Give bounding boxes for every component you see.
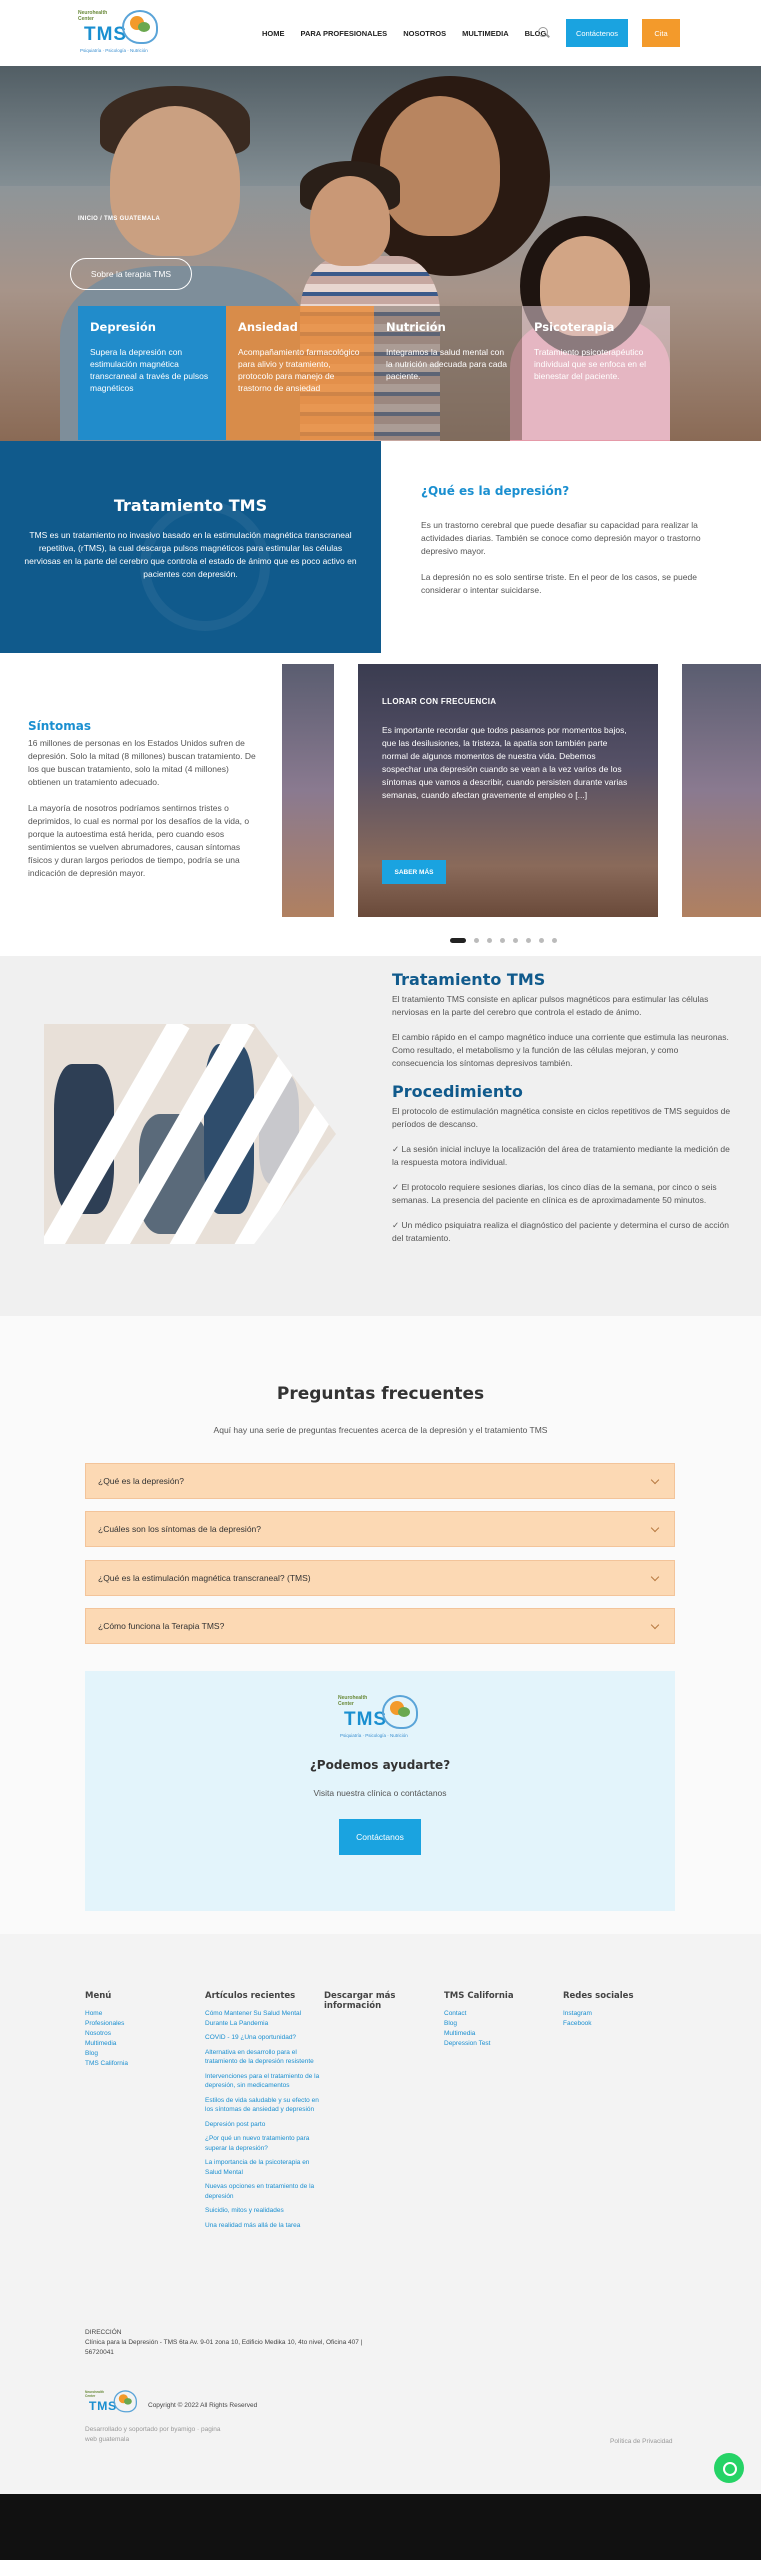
- footer-social: [563, 1991, 634, 2029]
- footer-article-link[interactable]: Intervenciones para el tratamiento de la depresión, sin medicamentos: [205, 2072, 320, 2089]
- card-title: Ansiedad: [238, 320, 298, 334]
- help-logo: [338, 1693, 428, 1743]
- card-depresion[interactable]: [78, 306, 226, 440]
- help-title: ¿Podemos ayudarte?: [309, 1758, 451, 1772]
- footer-article-link[interactable]: La importancia de la psicoterapia en Salud Mental: [205, 2159, 310, 2176]
- hero-photo-shape: [380, 96, 500, 236]
- footer-article-link[interactable]: Depresión post parto: [205, 2120, 266, 2128]
- procedimiento-text: [392, 970, 732, 1257]
- logo-subtitle: Psiquiatría · Psicología · Nutrición: [340, 1733, 408, 1738]
- logo-top-text: Neurohealth Center: [78, 10, 108, 22]
- carousel-dots: [450, 938, 557, 943]
- hero-photo-shape: [110, 106, 240, 256]
- footer-logo[interactable]: [85, 2389, 124, 2414]
- procedimiento-paragraph: ✓ Un médico psiquiatra realiza el diagnóstico del paciente y determina el curso de acción del tratamiento.: [392, 1220, 729, 1243]
- site-footer: [0, 1934, 761, 2494]
- carousel-dot[interactable]: [450, 938, 466, 943]
- tms-paragraph: El cambio rápido en el campo magnético induce una corriente que estimula las neuronas. Como resultado, el metabolismo y la función de las células mejoran, y como consecuencia los síntomas depresivos también.: [392, 1032, 729, 1068]
- site-header: [0, 0, 761, 66]
- footer-article-link[interactable]: Estilos de vida saludable y su efecto en los síntomas de ansiedad y depresión: [205, 2096, 319, 2113]
- footer-california: [444, 1991, 514, 2049]
- sintomas-paragraph: La mayoría de nosotros podríamos sentirnos tristes o deprimidos, lo cual es normal por los desafíos de la vida, o porque la autoestima está herida, pero cuando esos sentimientos se vuelven abrumadores, causan síntomas físicos y duran largos periodos de tiempo, podría se una indicación de depresión mayor.: [28, 803, 250, 878]
- logo-tms-text: TMS: [344, 1709, 388, 1730]
- procedimiento-paragraph: ✓ El protocolo requiere sesiones diarias, los cinco días de la semana, por cinco o seis semanas. La presencia del paciente en clínica es de aproximadamente 50 minutos.: [392, 1182, 717, 1205]
- footer-col-title: Menú: [85, 1991, 112, 2001]
- carousel-prev-slide[interactable]: [282, 664, 334, 917]
- bottom-bar: [0, 2494, 761, 2560]
- faq-item[interactable]: [85, 1463, 675, 1499]
- footer-link[interactable]: Blog: [444, 2020, 458, 2027]
- footer-link[interactable]: Blog: [85, 2050, 99, 2057]
- footer-article-link[interactable]: Nuevas opciones en tratamiento de la depresión: [205, 2183, 315, 2200]
- faq-item[interactable]: [85, 1511, 675, 1547]
- footer-article-link[interactable]: Alternativa en desarrollo para el tratamiento de la depresión resistente: [205, 2048, 314, 2065]
- carousel-dot[interactable]: [526, 938, 531, 943]
- footer-menu: [85, 1991, 128, 2069]
- sintomas-section: [0, 653, 761, 956]
- faq-question: ¿Qué es la depresión?: [98, 1476, 184, 1486]
- whatsapp-icon[interactable]: [714, 2453, 744, 2483]
- contactanos-button[interactable]: Contáctanos: [339, 1819, 421, 1855]
- footer-col-title: Redes sociales: [563, 1991, 634, 2001]
- tratamiento-title: Tratamiento TMS: [113, 496, 268, 515]
- main-nav: [262, 29, 562, 38]
- card-text: Supera la depresión con estimulación magnética transcraneal a través de pulsos magnéticos: [90, 347, 209, 393]
- logo-subtitle: Psiquiatría · Psicología · Nutrición: [80, 48, 148, 53]
- logo-tms-text: TMS: [88, 2399, 117, 2414]
- card-title: Nutrición: [386, 320, 446, 334]
- logo-top-text: Neurohealth Center: [338, 1695, 368, 1707]
- nav-home[interactable]: HOME: [262, 29, 285, 38]
- nav-multimedia[interactable]: MULTIMEDIA: [462, 29, 509, 38]
- footer-link[interactable]: Profesionales: [85, 2020, 125, 2027]
- brain-head-icon: [382, 1695, 418, 1729]
- chevron-down-icon: [651, 1476, 659, 1484]
- footer-col-title[interactable]: Descargar más información: [324, 1991, 396, 2011]
- breadcrumb[interactable]: INICIO / TMS GUATEMALA: [78, 216, 161, 222]
- procedimiento-paragraph: ✓ La sesión inicial incluye la localización del área de tratamiento mediante la medición de la respuesta motora individual.: [392, 1144, 730, 1167]
- footer-link[interactable]: Depression Test: [444, 2040, 491, 2047]
- tratamiento-panel: [0, 441, 381, 653]
- footer-article-link[interactable]: Cómo Mantener Su Salud Mental Durante La Pandemia: [205, 2010, 302, 2027]
- faq-title: Preguntas frecuentes: [276, 1384, 485, 1404]
- faq-item[interactable]: [85, 1608, 675, 1644]
- carousel-dot[interactable]: [552, 938, 557, 943]
- sintomas-paragraph: 16 millones de personas en los Estados Unidos sufren de depresión. Solo la mitad (8 millones) buscan tratamiento. De los que buscan tratamiento, solo la mitad (4 millones) obtienen un tratamiento adecuado.: [28, 738, 256, 787]
- carousel-next-slide[interactable]: [682, 664, 761, 917]
- copyright: Copyright © 2022 All Rights Reserved: [148, 2402, 258, 2409]
- carousel-dot[interactable]: [474, 938, 479, 943]
- footer-link[interactable]: Multimedia: [444, 2030, 476, 2037]
- carousel-dot[interactable]: [487, 938, 492, 943]
- faq-item[interactable]: [85, 1560, 675, 1596]
- footer-article-link[interactable]: COVID - 19 ¿Una oportunidad?: [205, 2034, 297, 2041]
- help-box: [85, 1671, 675, 1911]
- help-text: Visita nuestra clínica o contáctanos: [313, 1788, 447, 1798]
- tms-paragraph: El tratamiento TMS consiste en aplicar pulsos magnéticos para estimular las células nerviosas en la parte del cerebro que controla el estado de ánimo.: [392, 994, 709, 1017]
- depresion-panel: [381, 441, 761, 653]
- contact-button[interactable]: Contáctenos: [566, 19, 628, 47]
- footer-article-link[interactable]: ¿Por qué un nuevo tratamiento para superar la depresión?: [205, 2135, 310, 2152]
- carousel-dot[interactable]: [500, 938, 505, 943]
- card-psicoterapia[interactable]: [522, 306, 670, 440]
- slide-text: Es importante recordar que todos pasamos por momentos bajos, que las desilusiones, la tristeza, la apatía son también parte normal de algunos momentos de nuestra vida. Debemos sospechar una depresión cuando se vean a la vez varios de los síntomas que vamos a describir, cuando persisten durante varias semanas, cuando afectan gravemente el empleo o [...]: [382, 725, 628, 800]
- procedimiento-title: Procedimiento: [392, 1082, 523, 1101]
- chevron-down-icon: [651, 1621, 659, 1629]
- brain-head-icon: [114, 2390, 137, 2412]
- faq-question: ¿Cuáles son los síntomas de la depresión?: [98, 1524, 262, 1534]
- card-title: Depresión: [90, 320, 156, 334]
- about-therapy-button[interactable]: Sobre la terapia TMS: [70, 258, 192, 290]
- carousel-dot[interactable]: [513, 938, 518, 943]
- carousel-slide: [358, 664, 658, 917]
- faq-subtitle: Aquí hay una serie de preguntas frecuentes acerca de la depresión y el tratamiento TMS: [213, 1425, 548, 1435]
- footer-link[interactable]: Contact: [444, 2010, 467, 2017]
- footer-articles: [205, 1991, 320, 2235]
- footer-link[interactable]: Multimedia: [85, 2040, 117, 2047]
- footer-link[interactable]: Nosotros: [85, 2030, 112, 2037]
- depresion-text: Es un trastorno cerebral que puede desafiar su capacidad para realizar la actividades diarias. También se conoce como depresión mayor o trastorno depresivo mayor.: [421, 520, 701, 556]
- sintomas-text-block: [28, 719, 258, 893]
- tratamiento-text: TMS es un tratamiento no invasivo basado en la estimulación magnética transcraneal repetitiva, (rTMS), la cual descarga pulsos magnéticos para estimular las células nerviosas en la parte del cerebro que controla el estado de ánimo que es poco activo en pacientes con depresión.: [24, 530, 357, 579]
- developer-credit[interactable]: Desarrollado y soportado por byamigo · pagina web guatemala: [85, 2426, 221, 2443]
- card-ansiedad[interactable]: [226, 306, 374, 440]
- card-text: Acompañamiento farmacológico para alivio y tratamiento, protocolo para manejo de trastorno de ansiedad: [238, 347, 360, 393]
- depresion-text: La depresión no es solo sentirse triste. En el peor de los casos, se puede considerar o intentar suicidarse.: [421, 572, 697, 595]
- address-label: DIRECCIÓN: [85, 2329, 122, 2336]
- nav-profesionales[interactable]: PARA PROFESIONALES: [300, 29, 388, 38]
- faq-question: ¿Qué es la estimulación magnética transcraneal? (TMS): [98, 1573, 311, 1583]
- logo-tms-text: TMS: [84, 24, 128, 45]
- instagram-link[interactable]: Instagram: [563, 2010, 592, 2017]
- card-nutricion[interactable]: [374, 306, 522, 440]
- saber-mas-button[interactable]: SABER MÁS: [382, 860, 446, 884]
- card-text: Tratamiento psicoterapéutico individual que se enfoca en el bienestar del paciente.: [534, 347, 646, 381]
- depresion-title: ¿Qué es la depresión?: [421, 484, 570, 498]
- faq-question: ¿Cómo funciona la Terapia TMS?: [98, 1621, 225, 1631]
- footer-link[interactable]: TMS California: [85, 2060, 128, 2067]
- nav-nosotros[interactable]: NOSOTROS: [403, 29, 447, 38]
- card-title: Psicoterapia: [534, 320, 615, 334]
- hero-photo-shape: [310, 176, 390, 266]
- carousel-dot[interactable]: [539, 938, 544, 943]
- address-text: Clínica para la Depresión - TMS 6ta Av. 9-01 zona 10, Edificio Medika 10, 4to nivel, Oficina 407 | 56720041: [85, 2339, 363, 2356]
- nav-blog[interactable]: BLOG: [524, 29, 547, 38]
- footer-download: [324, 1991, 404, 2019]
- footer-article-link[interactable]: Suicidio, mitos y realidades: [205, 2207, 284, 2214]
- privacy-link[interactable]: Política de Privacidad: [610, 2438, 673, 2445]
- cita-button[interactable]: Cita: [642, 19, 680, 47]
- tms-title: Tratamiento TMS: [392, 970, 546, 989]
- site-logo[interactable]: [78, 8, 162, 58]
- footer-link[interactable]: Home: [85, 2010, 103, 2017]
- service-cards: [78, 306, 670, 440]
- slide-title: LLORAR CON FRECUENCIA: [382, 697, 497, 706]
- footer-col-title: Artículos recientes: [205, 1991, 296, 2001]
- procedimiento-paragraph: El protocolo de estimulación magnética consiste en ciclos repetitivos de TMS seguidos de períodos de descanso.: [392, 1106, 731, 1129]
- facebook-link[interactable]: Facebook: [563, 2020, 592, 2027]
- brain-head-icon: [122, 10, 158, 44]
- faq-section: [0, 1316, 761, 1934]
- search-icon[interactable]: [538, 27, 548, 37]
- procedimiento-section: [0, 956, 761, 1316]
- chevron-down-icon: [651, 1573, 659, 1581]
- logo-top-text: Neurohealth Center: [85, 2390, 104, 2399]
- chevron-down-icon: [651, 1524, 659, 1532]
- sintomas-title: Síntomas: [28, 719, 92, 733]
- footer-col-title: TMS California: [444, 1991, 514, 2001]
- card-text: Integramos la salud mental con la nutrición adecuada para cada paciente.: [386, 347, 507, 381]
- footer-address: [85, 2328, 385, 2358]
- clinic-photo-collage: [44, 1024, 336, 1244]
- footer-article-link[interactable]: Una realidad más allá de la tarea: [205, 2221, 301, 2229]
